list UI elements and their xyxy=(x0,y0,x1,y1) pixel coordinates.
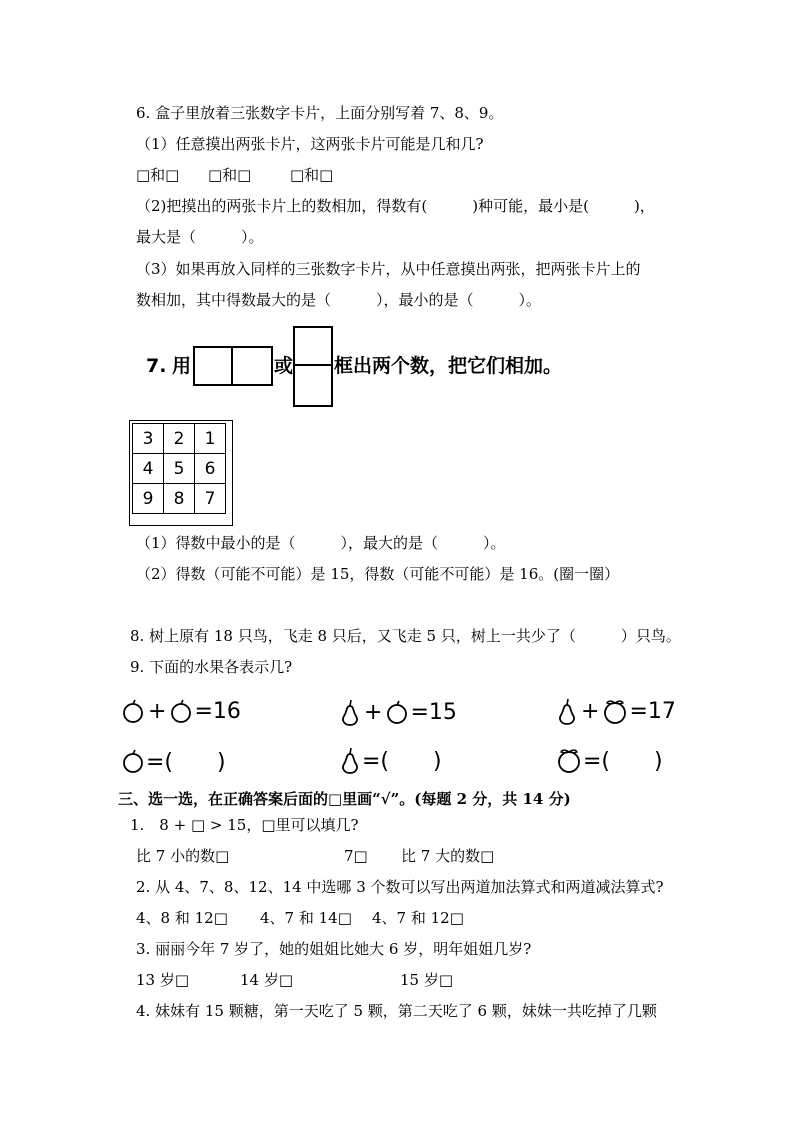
fruit-equation-1 xyxy=(120,698,241,724)
pear-icon xyxy=(338,746,362,774)
apple-icon xyxy=(120,748,146,774)
equation-result: =17 xyxy=(629,698,676,724)
sec3-q2-option-3[interactable]: 4、7 和 12□ xyxy=(372,909,464,927)
vertical-frame-bottom-cell xyxy=(293,364,333,407)
apple-icon xyxy=(384,699,410,725)
grid-cell[interactable]: 6 xyxy=(195,454,226,484)
number-grid xyxy=(132,423,226,514)
orange-answer xyxy=(555,744,663,775)
sec3-q1-option-2[interactable]: 7□ xyxy=(344,847,368,865)
equation-result: =16 xyxy=(194,698,241,724)
horizontal-frame-left-cell xyxy=(193,346,235,386)
sec3-q2-option-1[interactable]: 4、8 和 12□ xyxy=(136,909,228,927)
sec3-q4-stem: 4. 妹妹有 15 颗糖，第一天吃了 5 颗，第二天吃了 6 颗，妹妹一共吃掉了几颗 xyxy=(136,1002,657,1020)
equation-result: =15 xyxy=(410,699,457,725)
fruit-equation-2 xyxy=(338,698,457,726)
sec3-q3-option-3[interactable]: 15 岁□ xyxy=(400,971,454,989)
pear-icon xyxy=(338,698,362,726)
pear-answer xyxy=(338,744,442,775)
horizontal-frame-right-cell xyxy=(231,346,273,386)
q6-stem: 6. 盒子里放着三张数字卡片，上面分别写着 7、8、9。 xyxy=(136,104,504,122)
sec3-q2-stem: 2. 从 4、7、8、12、14 中选哪 3 个数可以写出两道加法算式和两道减法算式? xyxy=(136,878,664,896)
grid-cell[interactable]: 8 xyxy=(164,484,195,514)
apple-answer xyxy=(120,745,226,776)
grid-cell[interactable]: 4 xyxy=(133,454,164,484)
answer-blank[interactable]: =( ) xyxy=(583,749,663,774)
plus-sign: + xyxy=(148,698,167,724)
grid-cell[interactable]: 3 xyxy=(133,424,164,454)
q8-stem: 8. 树上原有 18 只鸟，飞走 8 只后，又飞走 5 只，树上一共少了（ ）只鸟。 xyxy=(130,627,681,645)
grid-cell[interactable]: 7 xyxy=(195,484,226,514)
q6-part1: （1）任意摸出两张卡片，这两张卡片可能是几和几? xyxy=(136,135,484,153)
q6-part1-option-3[interactable]: □和□ xyxy=(290,166,334,184)
q7-yong: 用 xyxy=(172,355,192,377)
vertical-frame-top-cell xyxy=(293,326,333,368)
answer-blank[interactable]: =( ) xyxy=(146,750,226,775)
sec3-q1-option-3[interactable]: 比 7 大的数□ xyxy=(401,847,495,865)
apple-icon xyxy=(120,698,146,724)
sec3-q3-option-2[interactable]: 14 岁□ xyxy=(240,971,294,989)
q9-stem: 9. 下面的水果各表示几? xyxy=(130,658,293,676)
section3-title: 三、选一选，在正确答案后面的□里画“√”。(每题 2 分，共 14 分) xyxy=(118,790,571,808)
fruit-equation-3 xyxy=(555,697,676,725)
sec3-q2-option-2[interactable]: 4、7 和 14□ xyxy=(260,909,352,927)
q7-part2: （2）得数（可能不可能）是 15，得数（可能不可能）是 16。(圈一圈） xyxy=(136,565,620,583)
grid-cell[interactable]: 2 xyxy=(164,424,195,454)
orange-icon xyxy=(601,697,629,725)
q6-part2-line2: 最大是（ ）。 xyxy=(136,228,264,246)
q7-huo: 或 xyxy=(274,355,294,377)
q7-number: 7. xyxy=(146,355,167,377)
answer-blank[interactable]: =( ) xyxy=(362,749,442,774)
q7-instruction: 框出两个数，把它们相加。 xyxy=(334,355,563,377)
q6-part3-line2: 数相加，其中得数最大的是（ ），最小的是（ ）。 xyxy=(136,291,542,309)
sec3-q3-option-1[interactable]: 13 岁□ xyxy=(136,971,190,989)
grid-cell[interactable]: 9 xyxy=(133,484,164,514)
q6-part1-option-1[interactable]: □和□ xyxy=(136,166,180,184)
plus-sign: + xyxy=(581,698,600,724)
grid-cell[interactable]: 5 xyxy=(164,454,195,484)
q6-part3-line1: （3）如果再放入同样的三张数字卡片，从中任意摸出两张，把两张卡片上的 xyxy=(136,260,641,278)
sec3-q1-option-1[interactable]: 比 7 小的数□ xyxy=(136,847,230,865)
grid-cell[interactable]: 1 xyxy=(195,424,226,454)
plus-sign: + xyxy=(364,699,383,725)
sec3-q1-stem: 1. 8 + □ > 15，□里可以填几? xyxy=(130,816,359,834)
q6-part2-line1: （2)把摸出的两张卡片上的数相加，得数有( )种可能，最小是( )， xyxy=(136,197,655,215)
pear-icon xyxy=(555,697,579,725)
apple-icon xyxy=(168,698,194,724)
orange-icon xyxy=(555,746,583,774)
q6-part1-option-2[interactable]: □和□ xyxy=(208,166,252,184)
q7-part1: （1）得数中最小的是（ ），最大的是（ ）。 xyxy=(136,534,506,552)
sec3-q3-stem: 3. 丽丽今年 7 岁了，她的姐姐比她大 6 岁，明年姐姐几岁? xyxy=(136,940,532,958)
